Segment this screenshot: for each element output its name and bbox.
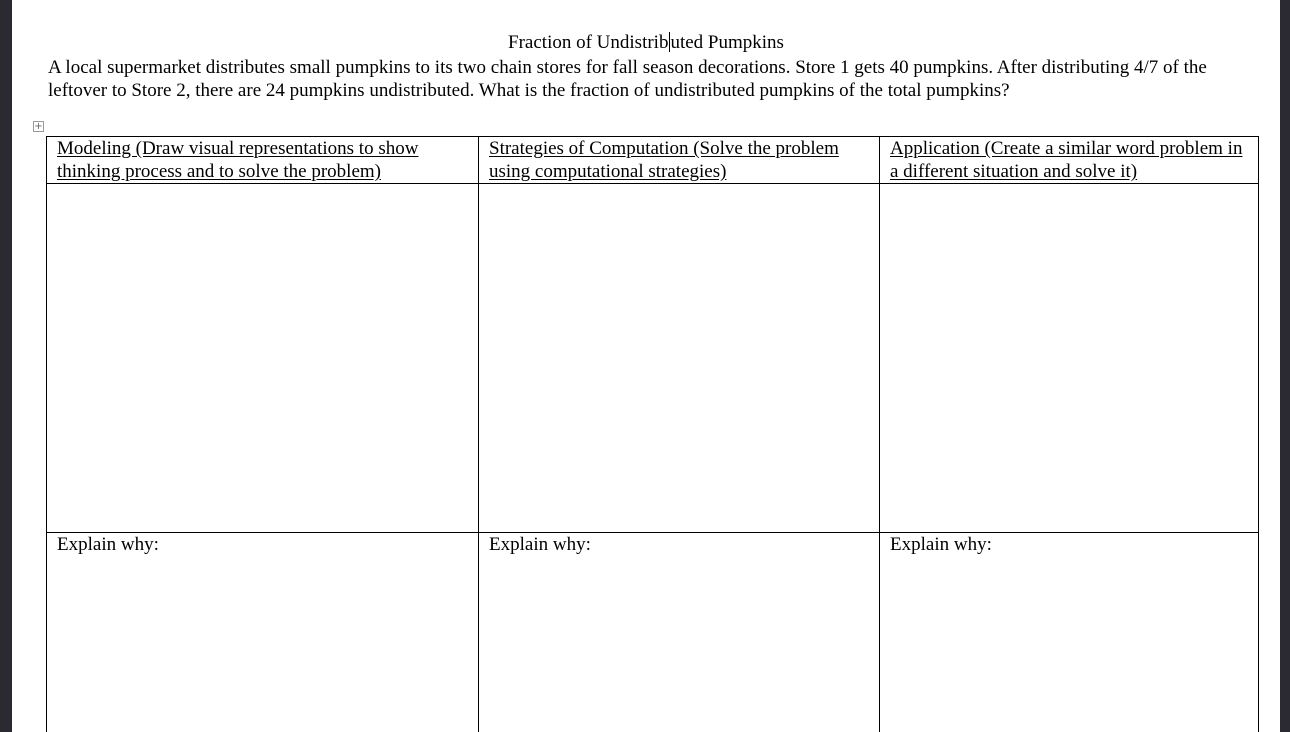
modeling-explain-cell[interactable] (47, 533, 479, 732)
worksheet-table (46, 136, 1259, 732)
header-cell-strategies[interactable] (479, 137, 880, 184)
work-area-row (47, 184, 1259, 533)
strategies-explain-label: Explain why: (489, 534, 591, 555)
title-text-end: uted Pumpkins (670, 32, 784, 53)
header-cell-modeling[interactable] (47, 137, 479, 184)
application-work-cell[interactable] (880, 184, 1259, 533)
header-modeling-label: Modeling (Draw visual representations to show thinking process and to solve the problem) (57, 138, 419, 182)
document-page[interactable] (12, 0, 1280, 732)
table-move-handle-icon[interactable]: + (34, 121, 43, 132)
title-text-start: Fraction of Undistrib (508, 32, 669, 53)
strategies-work-cell[interactable] (479, 184, 880, 533)
document-title[interactable] (12, 32, 1280, 54)
header-application-label: Application (Create a similar word problem in a different situation and solve it) (890, 138, 1243, 182)
explain-row (47, 533, 1259, 732)
strategies-explain-cell[interactable] (479, 533, 880, 732)
application-explain-cell[interactable] (880, 533, 1259, 732)
header-strategies-label: Strategies of Computation (Solve the problem using computational strategies) (489, 138, 839, 182)
header-cell-application[interactable] (880, 137, 1259, 184)
problem-statement[interactable]: A local supermarket distributes small pumpkins to its two chain stores for fall season decorations. Store 1 gets 40 pumpkins. After distributing 4/7 of the leftover to Store 2, there are 24 pumpkins undistributed. What is the fraction of undistributed pumpkins of the total pumpkins? (48, 57, 1207, 101)
application-explain-label: Explain why: (890, 534, 992, 555)
modeling-explain-label: Explain why: (57, 534, 159, 555)
table-header-row (47, 137, 1259, 184)
modeling-work-cell[interactable] (47, 184, 479, 533)
